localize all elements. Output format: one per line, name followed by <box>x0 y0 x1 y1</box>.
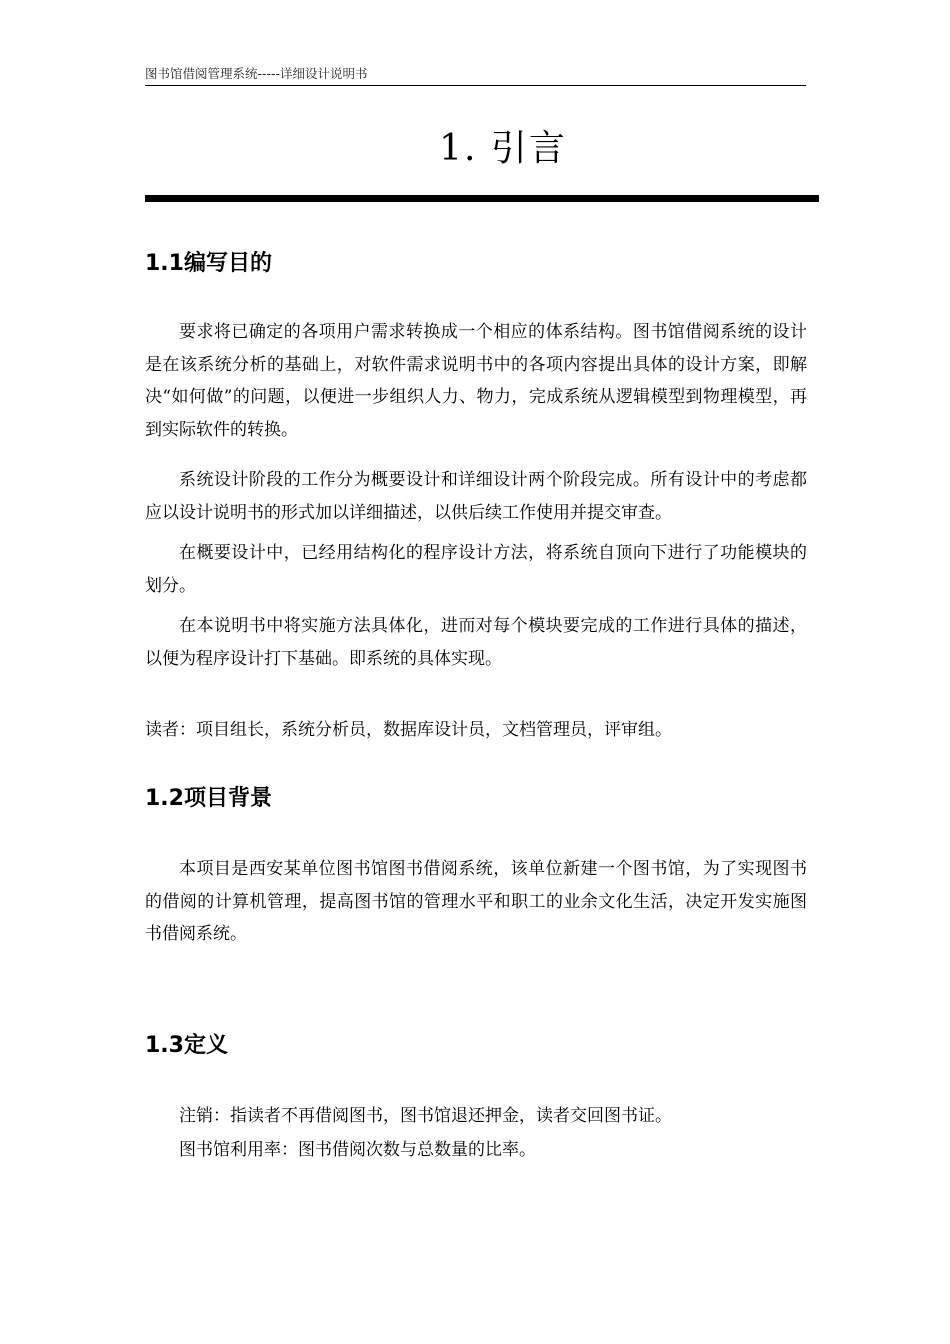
header-rule <box>145 85 806 86</box>
purpose-paragraph-3: 在概要设计中，已经用结构化的程序设计方法，将系统自顶向下进行了功能模块的划分。 <box>145 543 807 596</box>
readers-line: 读者：项目组长，系统分析员，数据库设计员，文档管理员，评审组。 <box>145 720 672 740</box>
chapter-title: 1. 引言 <box>439 128 567 169</box>
section-heading-background: 1.2项目背景 <box>145 786 272 811</box>
purpose-paragraph-2: 系统设计阶段的工作分为概要设计和详细设计两个阶段完成。所有设计中的考虑都应以设计说明书的形式加以详细描述，以供后续工作使用并提交审查。 <box>145 470 807 523</box>
purpose-paragraph-4: 在本说明书中将实施方法具体化，进而对每个模块要完成的工作进行具体的描述，以便为程序设计打下基础。即系统的具体实现。 <box>145 616 807 669</box>
running-header: 图书馆借阅管理系统-----详细设计说明书 <box>145 66 368 81</box>
section-heading-purpose: 1.1编写目的 <box>145 251 272 276</box>
definition-item: 注销：指读者不再借阅图书，图书馆退还押金，读者交回图书证。 <box>179 1106 672 1126</box>
section-heading-definitions: 1.3定义 <box>145 1033 228 1058</box>
title-rule <box>145 195 819 202</box>
purpose-paragraph-1: 要求将已确定的各项用户需求转换成一个相应的体系结构。图书馆借阅系统的设计是在该系统分析的基础上，对软件需求说明书中的各项内容提出具体的设计方案，即解决“如何做”的问题，以便进一步组织人力、物力，完成系统从逻辑模型到物理模型，再到实际软件的转换。 <box>145 322 807 440</box>
definition-item: 图书馆利用率：图书借阅次数与总数量的比率。 <box>179 1140 536 1160</box>
background-paragraph: 本项目是西安某单位图书馆图书借阅系统，该单位新建一个图书馆，为了实现图书的借阅的计算机管理，提高图书馆的管理水平和职工的业余文化生活，决定开发实施图书借阅系统。 <box>145 859 807 944</box>
